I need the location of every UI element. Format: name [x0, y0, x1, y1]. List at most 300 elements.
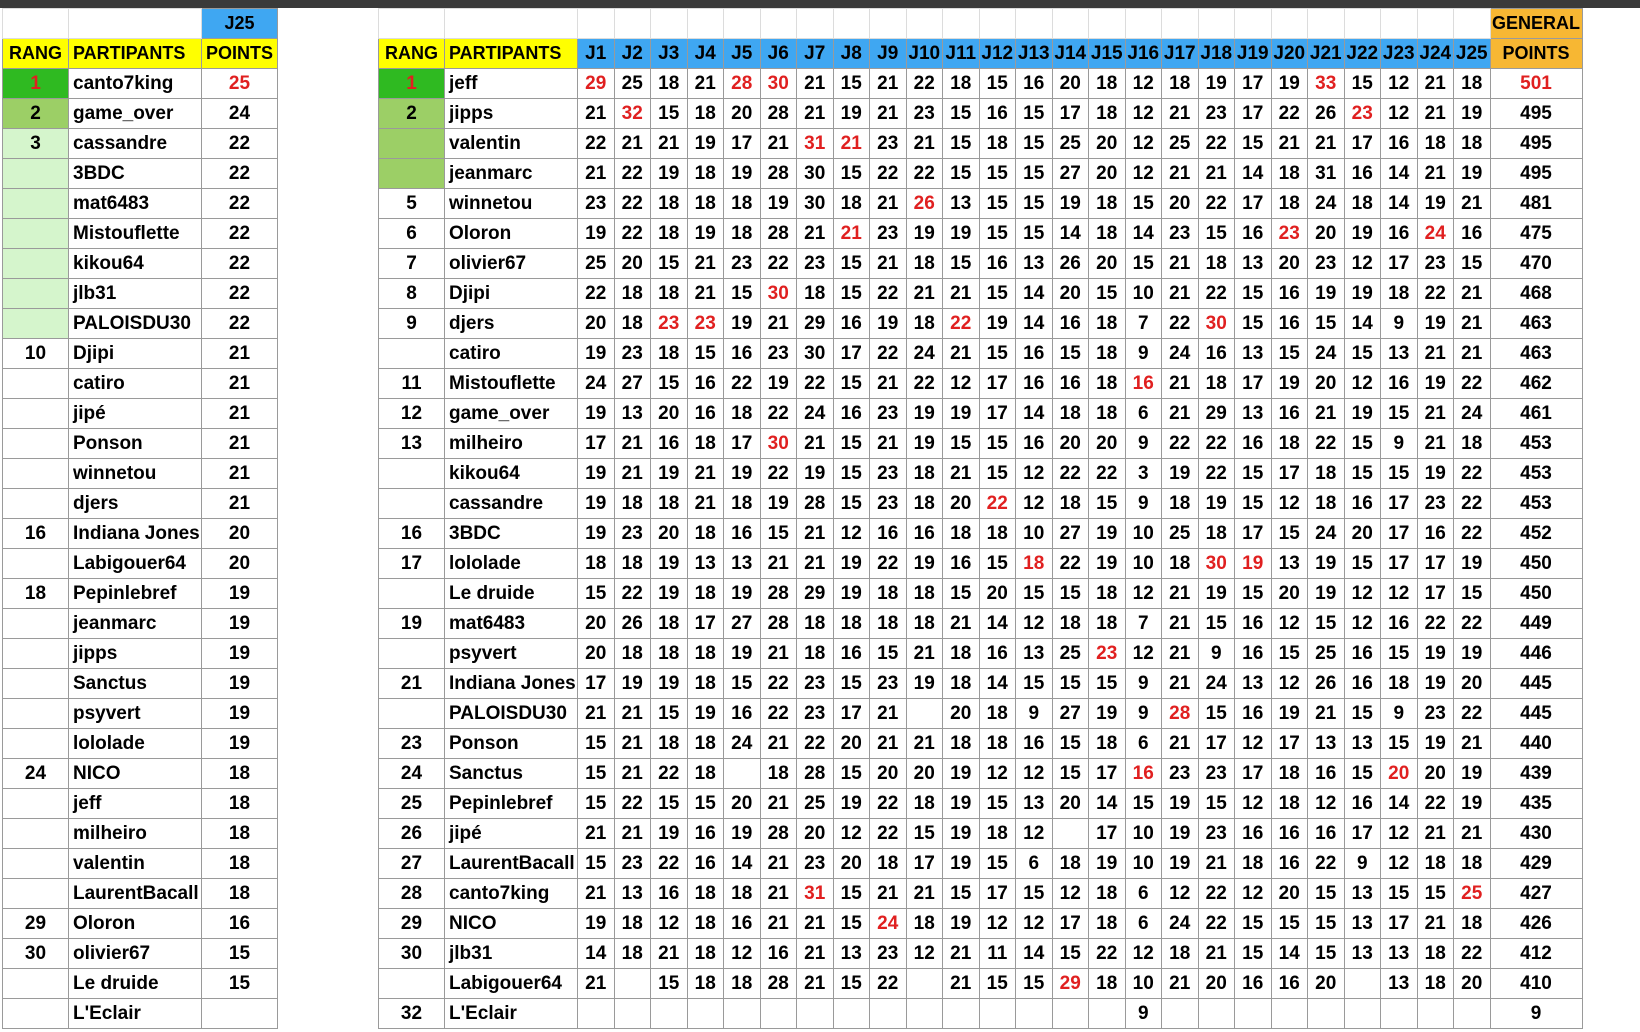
score-cell[interactable]: 21 — [1162, 279, 1199, 309]
score-cell[interactable]: 18 — [1417, 849, 1454, 879]
score-cell[interactable]: 12 — [943, 369, 980, 399]
score-cell[interactable]: 22 — [1198, 879, 1235, 909]
score-cell[interactable]: 24 — [724, 729, 761, 759]
score-cell[interactable]: 9 — [1381, 699, 1418, 729]
score-cell[interactable]: 13 — [1235, 399, 1272, 429]
day-header-j3[interactable]: J3 — [651, 39, 688, 69]
score-cell[interactable]: 19 — [1089, 519, 1126, 549]
score-cell[interactable]: 19 — [1454, 759, 1491, 789]
points-cell[interactable]: 25 — [202, 69, 278, 99]
score-cell[interactable]: 24 — [578, 369, 615, 399]
score-cell[interactable]: 22 — [797, 729, 834, 759]
points-cell[interactable]: 19 — [202, 699, 278, 729]
score-cell[interactable]: 21 — [614, 759, 651, 789]
score-cell[interactable]: 13 — [1381, 339, 1418, 369]
score-cell[interactable]: 13 — [1235, 669, 1272, 699]
score-cell[interactable]: 18 — [1344, 189, 1381, 219]
score-cell[interactable] — [1089, 999, 1126, 1029]
score-cell[interactable]: 25 — [797, 789, 834, 819]
score-cell[interactable]: 19 — [724, 159, 761, 189]
score-cell[interactable]: 20 — [1308, 219, 1345, 249]
score-cell[interactable]: 16 — [1052, 369, 1089, 399]
score-cell[interactable] — [687, 999, 724, 1029]
score-cell[interactable]: 19 — [943, 399, 980, 429]
score-cell[interactable]: 15 — [979, 459, 1016, 489]
total-points-cell[interactable]: 435 — [1490, 789, 1582, 819]
score-cell[interactable]: 19 — [943, 849, 980, 879]
score-cell[interactable]: 20 — [578, 309, 615, 339]
score-cell[interactable]: 16 — [1344, 159, 1381, 189]
participant-name-cell[interactable]: catiro — [69, 369, 202, 399]
score-cell[interactable]: 12 — [1016, 609, 1053, 639]
score-cell[interactable]: 15 — [1052, 939, 1089, 969]
score-cell[interactable]: 15 — [1381, 729, 1418, 759]
score-cell[interactable]: 12 — [906, 939, 943, 969]
score-cell[interactable]: 21 — [578, 969, 615, 999]
score-cell[interactable]: 15 — [578, 849, 615, 879]
score-cell[interactable]: 24 — [1162, 339, 1199, 369]
participant-name-cell[interactable]: Mistouflette — [69, 219, 202, 249]
score-cell[interactable]: 18 — [1198, 369, 1235, 399]
score-cell[interactable] — [1271, 999, 1308, 1029]
score-cell[interactable]: 23 — [1089, 639, 1126, 669]
score-cell[interactable]: 21 — [1454, 819, 1491, 849]
rank-header[interactable]: RANG — [3, 39, 69, 69]
score-cell[interactable]: 21 — [943, 339, 980, 369]
score-cell[interactable]: 12 — [1235, 789, 1272, 819]
score-cell[interactable]: 15 — [651, 699, 688, 729]
score-cell[interactable]: 15 — [1016, 99, 1053, 129]
score-cell[interactable]: 18 — [1052, 489, 1089, 519]
score-cell[interactable]: 23 — [687, 309, 724, 339]
score-cell[interactable]: 16 — [1454, 219, 1491, 249]
score-cell[interactable]: 25 — [1162, 519, 1199, 549]
score-cell[interactable]: 19 — [1344, 219, 1381, 249]
score-cell[interactable]: 15 — [979, 339, 1016, 369]
participant-name-cell[interactable]: NICO — [445, 909, 578, 939]
score-cell[interactable]: 18 — [906, 789, 943, 819]
participant-name-cell[interactable]: LaurentBacall — [445, 849, 578, 879]
score-cell[interactable]: 20 — [578, 609, 615, 639]
score-cell[interactable]: 18 — [687, 99, 724, 129]
points-cell[interactable]: 20 — [202, 519, 278, 549]
total-points-cell[interactable]: 495 — [1490, 99, 1582, 129]
day-header-j4[interactable]: J4 — [687, 39, 724, 69]
score-cell[interactable]: 16 — [1235, 699, 1272, 729]
score-cell[interactable]: 15 — [833, 369, 870, 399]
participant-name-cell[interactable]: jipps — [69, 639, 202, 669]
score-cell[interactable]: 20 — [1271, 249, 1308, 279]
score-cell[interactable]: 16 — [870, 519, 907, 549]
rank-cell[interactable]: 1 — [3, 69, 69, 99]
rank-cell[interactable]: 8 — [379, 279, 445, 309]
empty-cell[interactable] — [1417, 9, 1454, 39]
score-cell[interactable]: 23 — [1417, 699, 1454, 729]
score-cell[interactable]: 14 — [1125, 219, 1162, 249]
score-cell[interactable]: 21 — [614, 459, 651, 489]
score-cell[interactable]: 12 — [1308, 789, 1345, 819]
score-cell[interactable]: 25 — [1162, 129, 1199, 159]
score-cell[interactable]: 16 — [1308, 759, 1345, 789]
score-cell[interactable]: 15 — [833, 759, 870, 789]
score-cell[interactable]: 15 — [1417, 879, 1454, 909]
score-cell[interactable]: 30 — [797, 159, 834, 189]
score-cell[interactable]: 22 — [870, 339, 907, 369]
score-cell[interactable]: 23 — [797, 699, 834, 729]
score-cell[interactable]: 28 — [1162, 699, 1199, 729]
score-cell[interactable]: 19 — [651, 819, 688, 849]
empty-cell[interactable] — [1052, 9, 1089, 39]
score-cell[interactable]: 23 — [1417, 249, 1454, 279]
score-cell[interactable]: 13 — [1381, 939, 1418, 969]
score-cell[interactable]: 22 — [614, 789, 651, 819]
score-cell[interactable]: 21 — [1417, 819, 1454, 849]
score-cell[interactable]: 16 — [687, 369, 724, 399]
rank-cell[interactable]: 27 — [379, 849, 445, 879]
score-cell[interactable]: 28 — [724, 69, 761, 99]
score-cell[interactable]: 18 — [1052, 609, 1089, 639]
score-cell[interactable]: 20 — [1308, 969, 1345, 999]
score-cell[interactable]: 15 — [1381, 399, 1418, 429]
score-cell[interactable]: 19 — [760, 369, 797, 399]
empty-cell[interactable] — [1198, 9, 1235, 39]
score-cell[interactable]: 18 — [943, 639, 980, 669]
score-cell[interactable]: 15 — [979, 189, 1016, 219]
score-cell[interactable]: 15 — [578, 789, 615, 819]
score-cell[interactable]: 15 — [833, 69, 870, 99]
rank-cell[interactable] — [3, 159, 69, 189]
score-cell[interactable]: 15 — [578, 759, 615, 789]
score-cell[interactable]: 15 — [943, 879, 980, 909]
score-cell[interactable]: 7 — [1125, 309, 1162, 339]
score-cell[interactable]: 6 — [1125, 729, 1162, 759]
score-cell[interactable]: 27 — [614, 369, 651, 399]
score-cell[interactable]: 19 — [724, 459, 761, 489]
score-cell[interactable]: 18 — [687, 579, 724, 609]
score-cell[interactable]: 17 — [1417, 579, 1454, 609]
score-cell[interactable]: 18 — [614, 639, 651, 669]
score-cell[interactable]: 30 — [797, 189, 834, 219]
score-cell[interactable]: 20 — [1308, 369, 1345, 399]
score-cell[interactable]: 18 — [614, 309, 651, 339]
score-cell[interactable]: 26 — [1308, 99, 1345, 129]
score-cell[interactable]: 30 — [760, 69, 797, 99]
participant-name-cell[interactable]: Djipi — [445, 279, 578, 309]
score-cell[interactable]: 16 — [979, 249, 1016, 279]
score-cell[interactable]: 17 — [687, 609, 724, 639]
rank-cell[interactable] — [3, 549, 69, 579]
score-cell[interactable]: 15 — [1235, 909, 1272, 939]
total-points-cell[interactable]: 462 — [1490, 369, 1582, 399]
score-cell[interactable]: 22 — [1198, 279, 1235, 309]
score-cell[interactable]: 22 — [578, 129, 615, 159]
score-cell[interactable]: 18 — [1089, 909, 1126, 939]
score-cell[interactable]: 6 — [1125, 909, 1162, 939]
participant-name-cell[interactable]: olivier67 — [69, 939, 202, 969]
score-cell[interactable]: 16 — [943, 549, 980, 579]
empty-cell[interactable] — [687, 9, 724, 39]
empty-cell[interactable] — [1454, 9, 1491, 39]
score-cell[interactable]: 13 — [1344, 879, 1381, 909]
day-header-j1[interactable]: J1 — [578, 39, 615, 69]
score-cell[interactable]: 19 — [578, 399, 615, 429]
participant-name-cell[interactable]: lololade — [69, 729, 202, 759]
score-cell[interactable]: 22 — [760, 249, 797, 279]
score-cell[interactable]: 21 — [1198, 939, 1235, 969]
points-cell[interactable]: 22 — [202, 219, 278, 249]
score-cell[interactable]: 27 — [1052, 159, 1089, 189]
score-cell[interactable]: 17 — [1052, 99, 1089, 129]
score-cell[interactable]: 19 — [1454, 159, 1491, 189]
score-cell[interactable]: 22 — [1198, 429, 1235, 459]
score-cell[interactable]: 12 — [1381, 849, 1418, 879]
score-cell[interactable]: 18 — [1271, 789, 1308, 819]
participant-name-cell[interactable]: NICO — [69, 759, 202, 789]
score-cell[interactable]: 15 — [833, 489, 870, 519]
score-cell[interactable]: 19 — [687, 699, 724, 729]
score-cell[interactable]: 17 — [1235, 189, 1272, 219]
score-cell[interactable]: 19 — [1162, 849, 1199, 879]
total-points-cell[interactable]: 429 — [1490, 849, 1582, 879]
score-cell[interactable]: 12 — [1381, 579, 1418, 609]
score-cell[interactable]: 17 — [578, 669, 615, 699]
participant-name-cell[interactable]: Sanctus — [445, 759, 578, 789]
score-cell[interactable]: 21 — [797, 909, 834, 939]
score-cell[interactable]: 18 — [1308, 489, 1345, 519]
score-cell[interactable]: 19 — [1198, 579, 1235, 609]
score-cell[interactable]: 15 — [833, 279, 870, 309]
empty-cell[interactable] — [943, 9, 980, 39]
score-cell[interactable] — [760, 999, 797, 1029]
score-cell[interactable]: 18 — [870, 849, 907, 879]
score-cell[interactable]: 15 — [833, 909, 870, 939]
points-cell[interactable]: 18 — [202, 789, 278, 819]
rank-cell[interactable] — [379, 129, 445, 159]
score-cell[interactable]: 19 — [1089, 699, 1126, 729]
total-points-cell[interactable]: 446 — [1490, 639, 1582, 669]
score-cell[interactable]: 14 — [1235, 159, 1272, 189]
score-cell[interactable]: 12 — [1016, 489, 1053, 519]
rank-cell[interactable]: 29 — [3, 909, 69, 939]
score-cell[interactable]: 15 — [1344, 759, 1381, 789]
empty-cell[interactable] — [870, 9, 907, 39]
score-cell[interactable] — [870, 999, 907, 1029]
score-cell[interactable]: 22 — [870, 159, 907, 189]
score-cell[interactable]: 22 — [760, 399, 797, 429]
score-cell[interactable]: 18 — [724, 969, 761, 999]
score-cell[interactable]: 15 — [724, 279, 761, 309]
score-cell[interactable]: 22 — [651, 849, 688, 879]
points-cell[interactable] — [202, 999, 278, 1029]
empty-cell[interactable] — [1308, 9, 1345, 39]
score-cell[interactable]: 23 — [614, 519, 651, 549]
score-cell[interactable]: 12 — [1016, 459, 1053, 489]
rank-cell[interactable]: 16 — [379, 519, 445, 549]
score-cell[interactable]: 22 — [1198, 189, 1235, 219]
score-cell[interactable]: 15 — [906, 819, 943, 849]
participant-name-cell[interactable]: L'Eclair — [69, 999, 202, 1029]
score-cell[interactable]: 19 — [1162, 819, 1199, 849]
score-cell[interactable]: 23 — [1162, 219, 1199, 249]
score-cell[interactable]: 18 — [1089, 969, 1126, 999]
score-cell[interactable]: 12 — [1271, 489, 1308, 519]
score-cell[interactable]: 13 — [1308, 729, 1345, 759]
score-cell[interactable]: 23 — [1417, 489, 1454, 519]
score-cell[interactable]: 21 — [1454, 309, 1491, 339]
score-cell[interactable]: 12 — [724, 939, 761, 969]
score-cell[interactable]: 22 — [724, 369, 761, 399]
score-cell[interactable]: 33 — [1308, 69, 1345, 99]
empty-cell[interactable] — [445, 9, 578, 39]
score-cell[interactable]: 9 — [1125, 429, 1162, 459]
score-cell[interactable]: 18 — [1052, 849, 1089, 879]
score-cell[interactable]: 19 — [760, 489, 797, 519]
score-cell[interactable]: 21 — [1162, 639, 1199, 669]
score-cell[interactable]: 17 — [833, 339, 870, 369]
score-cell[interactable]: 19 — [1308, 579, 1345, 609]
points-cell[interactable]: 18 — [202, 819, 278, 849]
participant-name-cell[interactable]: kikou64 — [69, 249, 202, 279]
score-cell[interactable]: 15 — [1016, 579, 1053, 609]
score-cell[interactable]: 18 — [1381, 669, 1418, 699]
rank-cell[interactable]: 28 — [379, 879, 445, 909]
score-cell[interactable]: 15 — [1454, 579, 1491, 609]
participant-name-cell[interactable]: lololade — [445, 549, 578, 579]
score-cell[interactable]: 21 — [870, 729, 907, 759]
day-header-j14[interactable]: J14 — [1052, 39, 1089, 69]
participant-name-cell[interactable]: game_over — [69, 99, 202, 129]
rank-cell[interactable]: 30 — [379, 939, 445, 969]
score-cell[interactable]: 18 — [687, 519, 724, 549]
score-cell[interactable]: 29 — [797, 579, 834, 609]
score-cell[interactable]: 18 — [1162, 549, 1199, 579]
total-points-cell[interactable]: 452 — [1490, 519, 1582, 549]
score-cell[interactable]: 21 — [906, 879, 943, 909]
score-cell[interactable]: 18 — [870, 579, 907, 609]
score-cell[interactable]: 9 — [1381, 309, 1418, 339]
score-cell[interactable] — [833, 999, 870, 1029]
score-cell[interactable]: 21 — [797, 939, 834, 969]
score-cell[interactable]: 12 — [1125, 639, 1162, 669]
score-cell[interactable]: 21 — [797, 219, 834, 249]
score-cell[interactable]: 19 — [578, 909, 615, 939]
score-cell[interactable]: 28 — [760, 969, 797, 999]
score-cell[interactable]: 10 — [1125, 549, 1162, 579]
score-cell[interactable]: 18 — [1089, 219, 1126, 249]
score-cell[interactable]: 15 — [1052, 579, 1089, 609]
score-cell[interactable]: 19 — [1271, 69, 1308, 99]
score-cell[interactable]: 9 — [1125, 999, 1162, 1029]
rank-cell[interactable]: 9 — [379, 309, 445, 339]
score-cell[interactable]: 24 — [870, 909, 907, 939]
score-cell[interactable]: 22 — [797, 369, 834, 399]
score-cell[interactable]: 10 — [1016, 519, 1053, 549]
score-cell[interactable]: 17 — [906, 849, 943, 879]
score-cell[interactable]: 22 — [614, 189, 651, 219]
score-cell[interactable]: 21 — [943, 279, 980, 309]
score-cell[interactable]: 16 — [979, 639, 1016, 669]
empty-cell[interactable] — [1089, 9, 1126, 39]
rank-cell[interactable]: 10 — [3, 339, 69, 369]
score-cell[interactable]: 21 — [870, 429, 907, 459]
empty-cell[interactable] — [797, 9, 834, 39]
score-cell[interactable]: 17 — [1381, 249, 1418, 279]
score-cell[interactable]: 23 — [1162, 759, 1199, 789]
score-cell[interactable]: 16 — [1016, 69, 1053, 99]
score-cell[interactable]: 15 — [979, 69, 1016, 99]
score-cell[interactable]: 18 — [870, 609, 907, 639]
score-cell[interactable]: 18 — [1089, 729, 1126, 759]
score-cell[interactable]: 18 — [943, 69, 980, 99]
score-cell[interactable]: 21 — [1454, 189, 1491, 219]
participant-name-cell[interactable]: jlb31 — [69, 279, 202, 309]
score-cell[interactable]: 9 — [1125, 669, 1162, 699]
score-cell[interactable]: 18 — [1454, 69, 1491, 99]
score-cell[interactable]: 18 — [578, 549, 615, 579]
rank-cell[interactable] — [3, 699, 69, 729]
rank-cell[interactable]: 25 — [379, 789, 445, 819]
score-cell[interactable]: 24 — [1198, 669, 1235, 699]
score-cell[interactable]: 20 — [1162, 189, 1199, 219]
score-cell[interactable]: 21 — [870, 249, 907, 279]
score-cell[interactable]: 18 — [651, 339, 688, 369]
score-cell[interactable]: 15 — [833, 879, 870, 909]
score-cell[interactable]: 19 — [651, 579, 688, 609]
score-cell[interactable]: 15 — [833, 249, 870, 279]
score-cell[interactable] — [1162, 999, 1199, 1029]
score-cell[interactable]: 21 — [1162, 609, 1199, 639]
rank-cell[interactable]: 18 — [3, 579, 69, 609]
rank-cell[interactable]: 23 — [379, 729, 445, 759]
score-cell[interactable]: 19 — [906, 669, 943, 699]
score-cell[interactable]: 21 — [1162, 729, 1199, 759]
rank-cell[interactable]: 21 — [379, 669, 445, 699]
score-cell[interactable]: 15 — [1016, 669, 1053, 699]
score-cell[interactable]: 26 — [906, 189, 943, 219]
score-cell[interactable]: 14 — [1089, 789, 1126, 819]
day-header-j19[interactable]: J19 — [1235, 39, 1272, 69]
score-cell[interactable]: 19 — [1271, 369, 1308, 399]
score-cell[interactable]: 24 — [906, 339, 943, 369]
score-cell[interactable]: 20 — [1089, 159, 1126, 189]
participant-name-cell[interactable]: Le druide — [445, 579, 578, 609]
score-cell[interactable]: 28 — [797, 489, 834, 519]
score-cell[interactable]: 21 — [651, 129, 688, 159]
score-cell[interactable]: 23 — [797, 849, 834, 879]
score-cell[interactable]: 21 — [797, 969, 834, 999]
score-cell[interactable]: 16 — [724, 519, 761, 549]
rank-cell[interactable] — [3, 279, 69, 309]
score-cell[interactable]: 22 — [1198, 459, 1235, 489]
score-cell[interactable]: 9 — [1125, 339, 1162, 369]
score-cell[interactable]: 16 — [1381, 129, 1418, 159]
score-cell[interactable]: 17 — [1381, 489, 1418, 519]
score-cell[interactable]: 27 — [1052, 519, 1089, 549]
score-cell[interactable]: 16 — [1271, 399, 1308, 429]
rank-cell[interactable] — [3, 369, 69, 399]
score-cell[interactable]: 25 — [1052, 129, 1089, 159]
score-cell[interactable] — [614, 999, 651, 1029]
day-header-j11[interactable]: J11 — [943, 39, 980, 69]
score-cell[interactable]: 17 — [1235, 759, 1272, 789]
score-cell[interactable]: 21 — [578, 159, 615, 189]
score-cell[interactable]: 18 — [687, 429, 724, 459]
score-cell[interactable]: 15 — [1381, 459, 1418, 489]
score-cell[interactable]: 17 — [1235, 69, 1272, 99]
score-cell[interactable]: 22 — [1417, 789, 1454, 819]
points-cell[interactable]: 22 — [202, 159, 278, 189]
score-cell[interactable]: 16 — [1271, 309, 1308, 339]
